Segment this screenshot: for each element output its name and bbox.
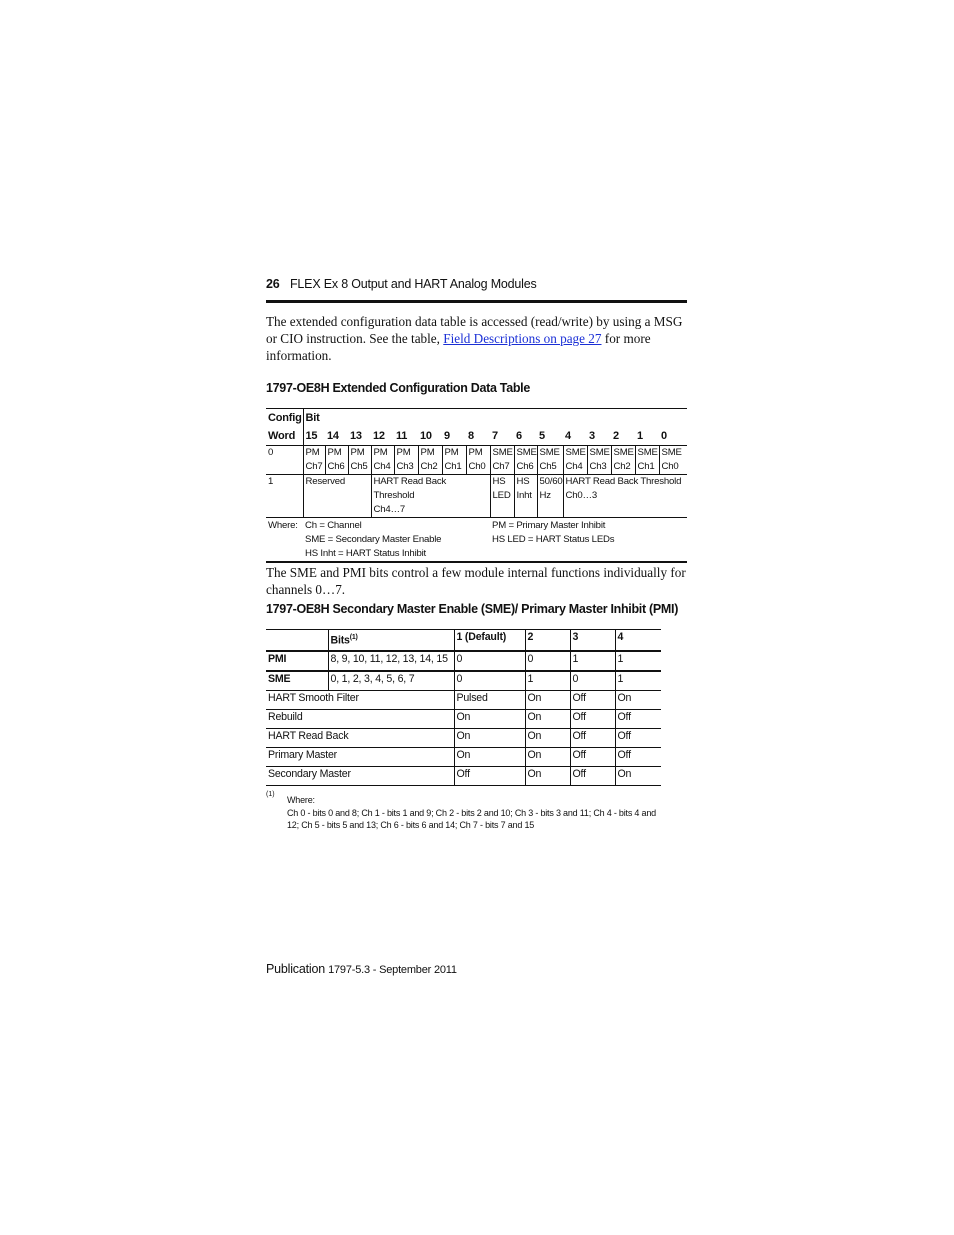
row-label: HART Smooth Filter	[266, 691, 454, 710]
table-row	[266, 748, 661, 767]
value-cell: Off	[454, 767, 525, 786]
bit-cell: PM Ch5	[348, 446, 371, 475]
table-row	[266, 767, 661, 786]
value-cell: 0	[454, 651, 525, 671]
where-left: Ch = Channel SME = Secondary Master Enable HS Inht = HART Status Inhibit	[305, 520, 442, 559]
bit-cell: PM Ch7	[303, 446, 325, 475]
value-cell: On	[454, 748, 525, 767]
value-cell: Off	[615, 748, 661, 767]
bit-cell: PM Ch4	[371, 446, 394, 475]
bit-cell: SME Ch5	[537, 446, 563, 475]
bit-header: 5	[537, 425, 563, 446]
value-cell: On	[454, 710, 525, 729]
value-cell: 0	[525, 651, 570, 671]
bit-header: 4	[563, 425, 587, 446]
page-header	[266, 276, 687, 303]
word-label: Word	[266, 425, 303, 446]
value-cell: On	[525, 767, 570, 786]
page-number: 26	[266, 277, 280, 291]
value-cell: On	[525, 691, 570, 710]
intro-text-before: The extended configuration data table is accessed (read/write) by using a MSG or CIO instruction. See the table,	[266, 314, 683, 346]
bit-header: 2	[611, 425, 635, 446]
bit-header: 3	[587, 425, 611, 446]
bit-header: 7	[490, 425, 514, 446]
hart-threshold-lo-cell: HART Read Back Threshold Ch0…3	[563, 475, 687, 518]
bit-header: 11	[394, 425, 418, 446]
running-title: FLEX Ex 8 Output and HART Analog Modules	[290, 277, 537, 291]
value-cell: Off	[570, 748, 615, 767]
bit-header: 6	[514, 425, 537, 446]
row-label: SME	[266, 671, 328, 691]
bit-header: 15	[303, 425, 325, 446]
table-row	[266, 691, 661, 710]
bit-cell: PM Ch3	[394, 446, 418, 475]
table-row	[266, 729, 661, 748]
bit-header: 13	[348, 425, 371, 446]
field-descriptions-link[interactable]: Field Descriptions on page 27	[443, 331, 602, 346]
value-cell: 0	[570, 671, 615, 691]
bit-cell: PM Ch2	[418, 446, 442, 475]
row-label: Secondary Master	[268, 768, 351, 780]
bit-cell: SME Ch4	[563, 446, 587, 475]
page-footer	[266, 962, 457, 976]
header-col: 2	[525, 630, 570, 651]
value-cell: 1	[615, 651, 661, 671]
bit-cell: SME Ch3	[587, 446, 611, 475]
row-label: Rebuild	[266, 710, 454, 729]
bit-cell: SME Ch6	[514, 446, 537, 475]
bit-cell: PM Ch0	[466, 446, 490, 475]
header-empty	[266, 630, 328, 651]
footnote-text: Ch 0 - bits 0 and 8; Ch 1 - bits 1 and 9; Ch 2 - bits 2 and 10; Ch 3 - bits 3 and 11; Ch 4 - bits 4 and 12; Ch 5 - bits 5 and 13; Ch 6 - bits 6 and 14; Ch 7 - bits 7 and 15	[287, 807, 656, 830]
bit-cell: SME Ch0	[659, 446, 687, 475]
hs-led-cell: HS LED	[490, 475, 514, 518]
footnote-where: Where:	[287, 795, 315, 805]
intro-paragraph	[266, 313, 686, 364]
hz-cell: 50/60 Hz	[537, 475, 563, 518]
value-cell: 0	[454, 671, 525, 691]
row-bits: 8, 9, 10, 11, 12, 13, 14, 15	[328, 651, 454, 671]
value-cell: 1	[615, 671, 661, 691]
value-cell: On	[454, 729, 525, 748]
bit-header: 14	[325, 425, 348, 446]
table-row	[266, 671, 661, 691]
where-label: Where:	[268, 520, 298, 531]
row-label: HART Read Back	[266, 729, 454, 748]
row-label: PMI	[266, 651, 328, 671]
value-cell: Off	[615, 729, 661, 748]
header-col: 4	[615, 630, 661, 651]
footnote	[287, 794, 667, 832]
bit-header: 8	[466, 425, 490, 446]
bit-header: 9	[442, 425, 466, 446]
value-cell: On	[615, 691, 661, 710]
intro-text-after: for more information.	[266, 331, 651, 363]
hs-inht-cell: HS Inht	[514, 475, 537, 518]
bit-header: 12	[371, 425, 394, 446]
value-cell: Off	[570, 767, 615, 786]
bit-cell: SME Ch1	[635, 446, 659, 475]
table-row	[266, 651, 661, 671]
table-row	[266, 710, 661, 729]
table1-row-word1	[266, 475, 687, 518]
word-number: 1	[266, 475, 303, 518]
sme-pmi-paragraph: The SME and PMI bits control a few module internal functions individually for channels 0…7.	[266, 565, 686, 597]
bit-cell: SME Ch7	[490, 446, 514, 475]
bit-header: 0	[659, 425, 687, 446]
header-col: 3	[570, 630, 615, 651]
value-cell: On	[525, 748, 570, 767]
footer-publication-label: Publication	[266, 962, 325, 976]
hart-threshold-hi-cell: HART Read Back Threshold Ch4…7	[371, 475, 490, 518]
row-bits: 0, 1, 2, 3, 4, 5, 6, 7	[328, 671, 454, 691]
value-cell: Off	[570, 729, 615, 748]
row-label: Primary Master	[266, 748, 454, 767]
config-label: Config	[268, 412, 302, 424]
bit-label: Bit	[303, 409, 687, 425]
value-cell: Off	[570, 710, 615, 729]
header-col: 1 (Default)	[454, 630, 525, 651]
value-cell: 1	[525, 671, 570, 691]
value-cell: Pulsed	[454, 691, 525, 710]
bit-cell: PM Ch1	[442, 446, 466, 475]
word-number: 0	[266, 446, 303, 475]
value-cell: Off	[570, 691, 615, 710]
value-cell: 1	[570, 651, 615, 671]
value-cell: Off	[615, 710, 661, 729]
header-bits: Bits$^{(1)}$	[328, 630, 454, 651]
table1-row-word0	[266, 446, 687, 475]
table2-caption: 1797-OE8H Secondary Master Enable (SME)/ Primary Master Inhibit (PMI)	[266, 602, 679, 616]
where-right: PM = Primary Master Inhibit HS LED = HART Status LEDs	[492, 520, 615, 545]
footer-publication-id: 1797-5.3 - September 2011	[328, 964, 457, 976]
value-cell: On	[525, 710, 570, 729]
footnote-mark: (1)	[266, 791, 275, 798]
value-cell: On	[525, 729, 570, 748]
bit-header: 10	[418, 425, 442, 446]
bit-header: 1	[635, 425, 659, 446]
bit-cell: PM Ch6	[325, 446, 348, 475]
bit-cell: SME Ch2	[611, 446, 635, 475]
value-cell: On	[615, 767, 661, 786]
sme-pmi-table	[266, 629, 661, 786]
table1-caption: 1797-OE8H Extended Configuration Data Table	[266, 381, 531, 395]
extended-config-table	[266, 408, 687, 563]
table1-where-row	[266, 518, 687, 562]
reserved-cell: Reserved	[303, 475, 371, 518]
